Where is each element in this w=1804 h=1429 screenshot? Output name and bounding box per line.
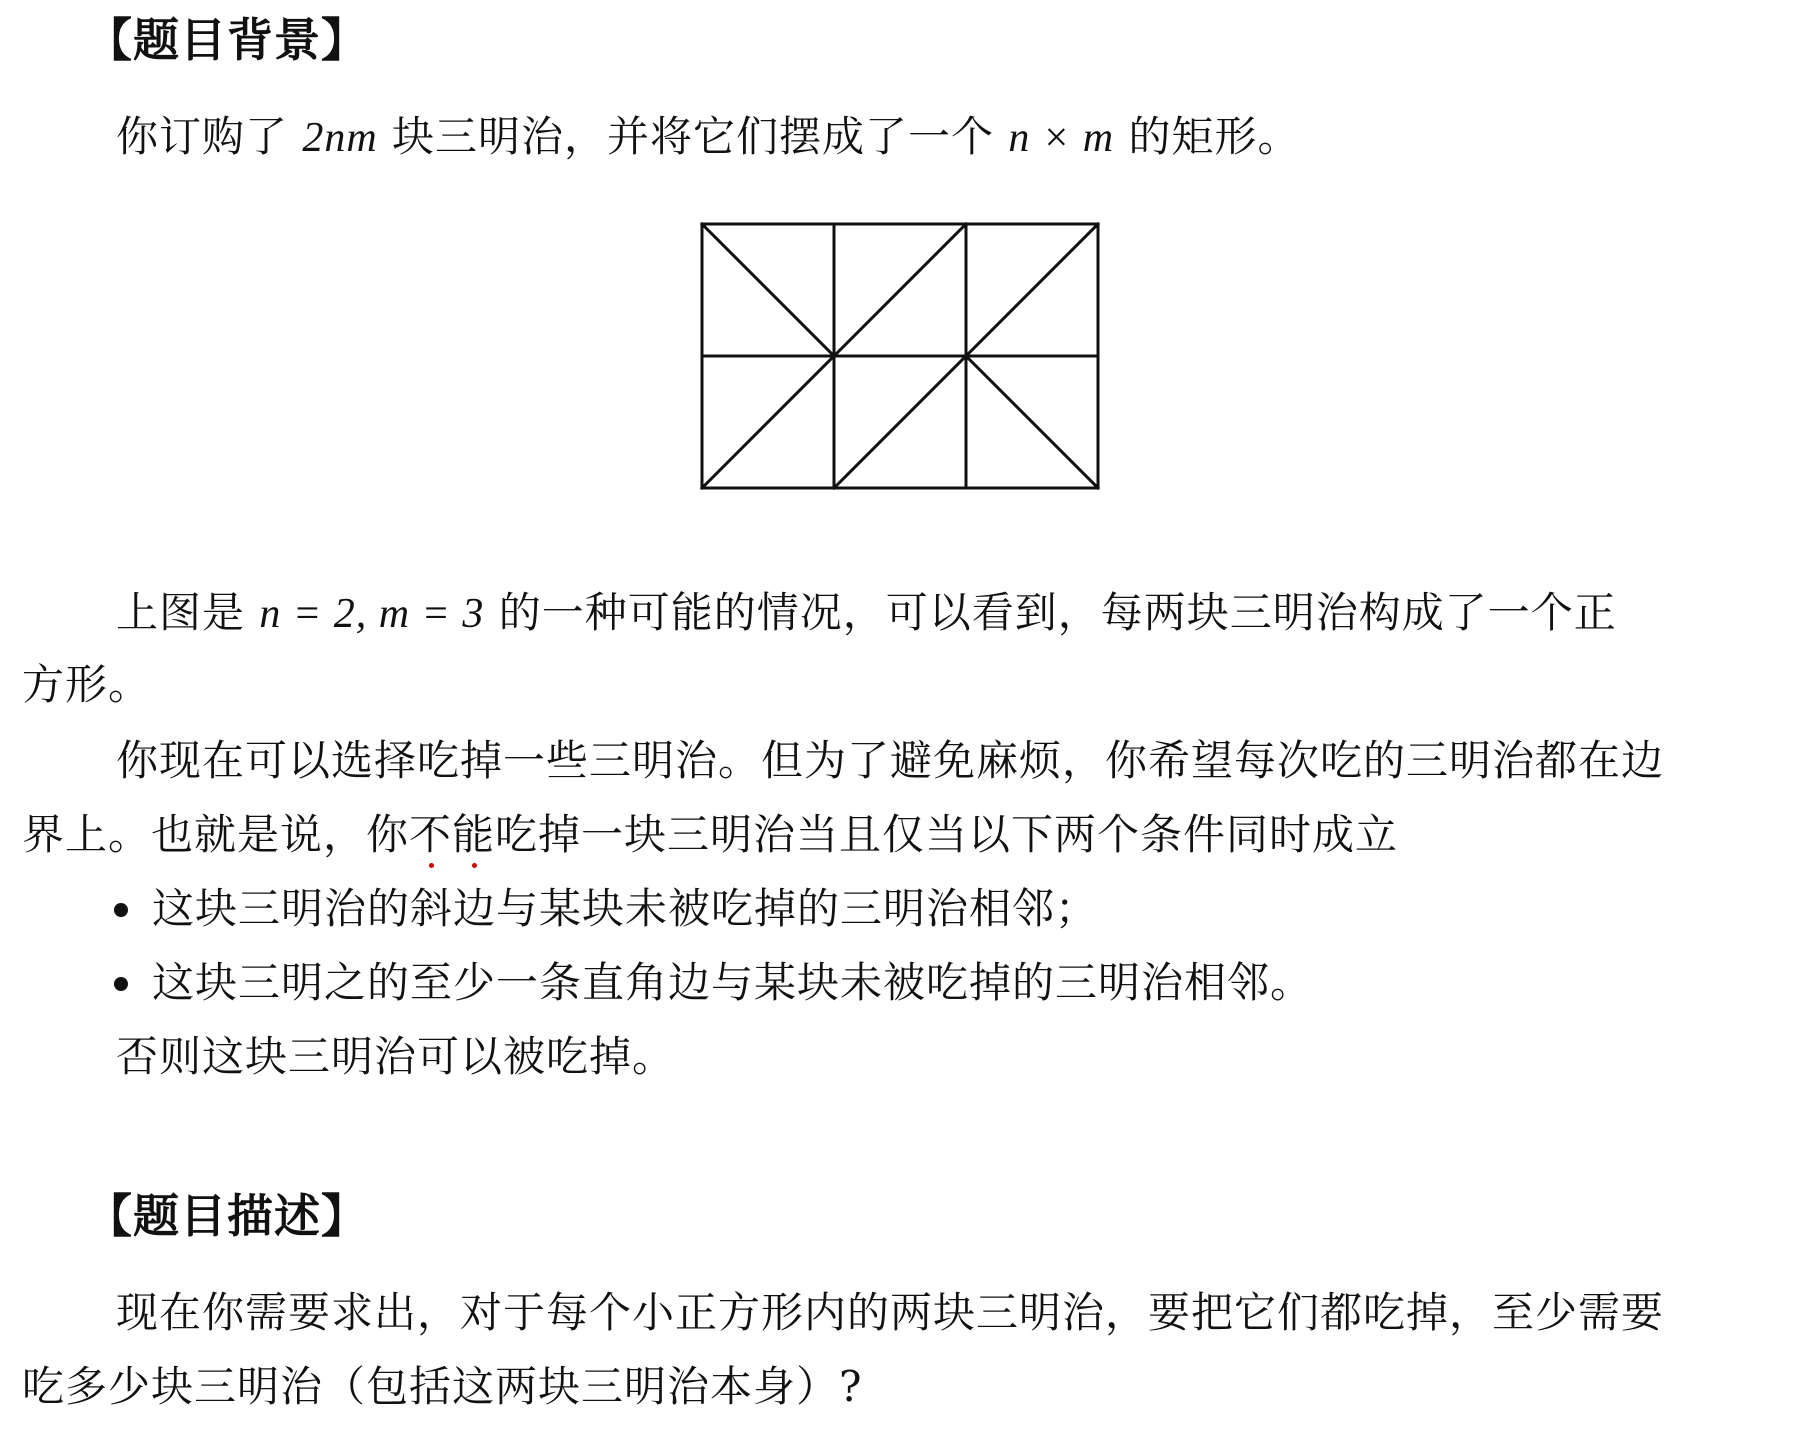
bullet-dot [114, 977, 128, 991]
emphasis-char-neng: 能 [452, 810, 496, 859]
description-line1: 现在你需要求出，对于每个小正方形内的两块三明治，要把它们都吃掉，至少需要 [116, 1288, 1665, 1337]
intro-text-2: 块三明治，并将它们摆成了一个 [377, 112, 1009, 161]
rule-text-1: 界上。也就是说，你 [22, 810, 410, 859]
rule-paragraph-line2 [22, 810, 1399, 859]
example-paragraph-line1 [116, 588, 1617, 637]
description-heading: 【题目描述】 [86, 1189, 368, 1243]
condition-bullet-1 [114, 884, 1099, 933]
example-text-1: 上图是 [116, 588, 260, 637]
intro-math-n-times-m: n × m [1008, 115, 1115, 161]
sandwich-diagonal [834, 224, 966, 356]
sandwich-diagonal [702, 224, 834, 356]
example-math: n = 2, m = 3 [259, 591, 485, 637]
condition-text-2: 这块三明之的至少一条直角边与某块未被吃掉的三明治相邻。 [152, 958, 1314, 1007]
intro-text-3: 的矩形。 [1114, 112, 1301, 161]
intro-text-1: 你订购了 [116, 112, 303, 161]
intro-math-2nm: 2nm [302, 115, 378, 161]
condition-bullet-2 [114, 958, 1314, 1007]
example-text-2: 的一种可能的情况，可以看到，每两块三明治构成了一个正 [484, 588, 1617, 637]
sandwich-grid-figure [700, 222, 1100, 490]
condition-text-1: 这块三明治的斜边与某块未被吃掉的三明治相邻； [152, 884, 1099, 933]
rule-paragraph-line1: 你现在可以选择吃掉一些三明治。但为了避免麻烦，你希望每次吃的三明治都在边 [116, 736, 1665, 785]
sandwich-diagonal [834, 356, 966, 488]
bullet-dot [114, 903, 128, 917]
example-paragraph-line2: 方形。 [22, 660, 152, 709]
intro-line [116, 112, 1301, 161]
otherwise-paragraph: 否则这块三明治可以被吃掉。 [116, 1032, 676, 1081]
description-line2: 吃多少块三明治（包括这两块三明治本身）? [22, 1362, 863, 1411]
background-heading: 【题目背景】 [86, 13, 368, 67]
sandwich-diagonal [966, 356, 1098, 488]
sandwich-diagonal [702, 356, 834, 488]
sandwich-diagonal [966, 224, 1098, 356]
rule-text-2: 吃掉一块三明治当且仅当以下两个条件同时成立 [495, 810, 1399, 859]
emphasis-char-bu: 不 [409, 810, 453, 859]
